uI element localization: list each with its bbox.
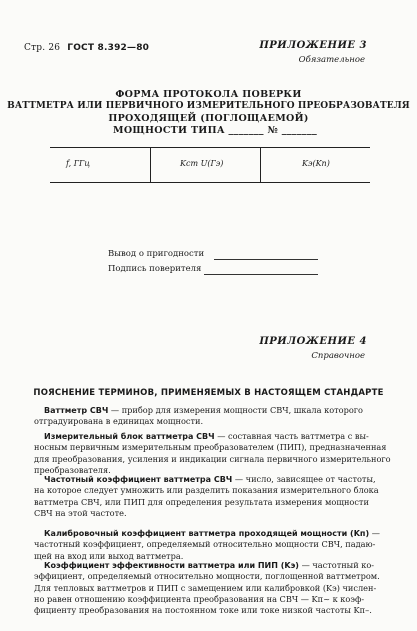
term-paragraph-line: Измерительный блок ваттметра СВЧ — составная часть ваттметра с вы- [44, 431, 369, 441]
term-paragraph-line: Коэффициент эффективности ваттметра или ПИП (Kэ) — частотный ко- [44, 560, 375, 570]
table-column-divider [150, 147, 151, 182]
term-paragraph-line: Ваттметр СВЧ — прибор для измерения мощности СВЧ, шкала которого [44, 405, 363, 415]
conclusion-field[interactable] [214, 259, 318, 260]
term-paragraph-line: фициенту преобразования на постоянном токе или токе низкой частоты Kп–. [34, 605, 372, 616]
table-header-frequency: f, ГГц [66, 159, 90, 168]
signature-label: Подпись поверителя [108, 264, 202, 274]
standard-number: ГОСТ 8.392—80 [67, 43, 150, 53]
term-paragraph-line: Частотный коэффициент ваттметра СВЧ — число, зависящее от частоты, [44, 474, 376, 484]
term-paragraph-line: для преобразования, усиления и индикации сигнала первичного измерительного [34, 453, 391, 464]
conclusion-label: Вывод о пригодности [108, 249, 205, 259]
term-paragraph-line: щей на вход или выход ваттметра. [34, 550, 184, 561]
protocol-title-line-4: МОЩНОСТИ ТИПА _______ № _______ [113, 125, 318, 136]
signature-field[interactable] [204, 274, 318, 275]
term-paragraph-line: ваттметра СВЧ, или ПИП для определения результата измерения мощности [34, 496, 369, 507]
appendix-3-title: ПРИЛОЖЕНИЕ 3 [259, 40, 367, 51]
term-paragraph-line: СВЧ на этой частоте. [34, 507, 127, 518]
term-paragraph-line: эффициент, определяемый относительно мощности, поглощенной ваттметром. [34, 571, 380, 582]
appendix-4-title: ПРИЛОЖЕНИЕ 4 [259, 336, 367, 347]
term-paragraph-line: отградуирована в единицах мощности. [34, 416, 204, 427]
term-paragraph-line: носным первичным измерительным преобразователем (ПИП), предназначенная [34, 442, 387, 453]
protocol-title-line-2: ВАТТМЕТРА ИЛИ ПЕРВИЧНОГО ИЗМЕРИТЕЛЬНОГО ПРЕОБРАЗОВАТЕЛЯ [7, 101, 410, 111]
page-header [24, 43, 149, 53]
protocol-title-line-1: ФОРМА ПРОТОКОЛА ПОВЕРКИ [115, 89, 302, 100]
table-header-vswr: Kст U(Гэ) [180, 159, 224, 168]
table-top-rule [50, 147, 370, 148]
appendix-3-status: Обязательное [298, 55, 365, 65]
table-header-rule [50, 182, 370, 183]
terms-section-title: ПОЯСНЕНИЕ ТЕРМИНОВ, ПРИМЕНЯЕМЫХ В НАСТОЯЩЕМ СТАНДАРТЕ [33, 388, 384, 398]
term-paragraph-line: на которое следует умножить или разделить показания измерительного блока [34, 485, 379, 496]
page-number: Стр. 26 [24, 43, 61, 53]
term-paragraph-line: но равен отношению коэффициента преобразования на СВЧ — Kп~ к коэф- [34, 593, 365, 604]
term-paragraph-line: частотный коэффициент, определяемый относительно мощности СВЧ, падаю- [34, 539, 376, 550]
table-column-divider [260, 147, 261, 182]
appendix-4-status: Справочное [311, 351, 365, 361]
protocol-title-line-3: ПРОХОДЯЩЕЙ (ПОГЛОЩАЕМОЙ) [108, 113, 309, 124]
table-header-coefficient: Kэ(Kп) [302, 159, 330, 168]
term-paragraph-line: Для тепловых ваттметров и ПИП с замещением или калибровкой (Kэ) числен- [34, 582, 377, 593]
term-paragraph-line: Калибровочный коэффициент ваттметра проходящей мощности (Kп) — [44, 528, 380, 538]
term-paragraph-line: преобразователя. [34, 464, 111, 475]
